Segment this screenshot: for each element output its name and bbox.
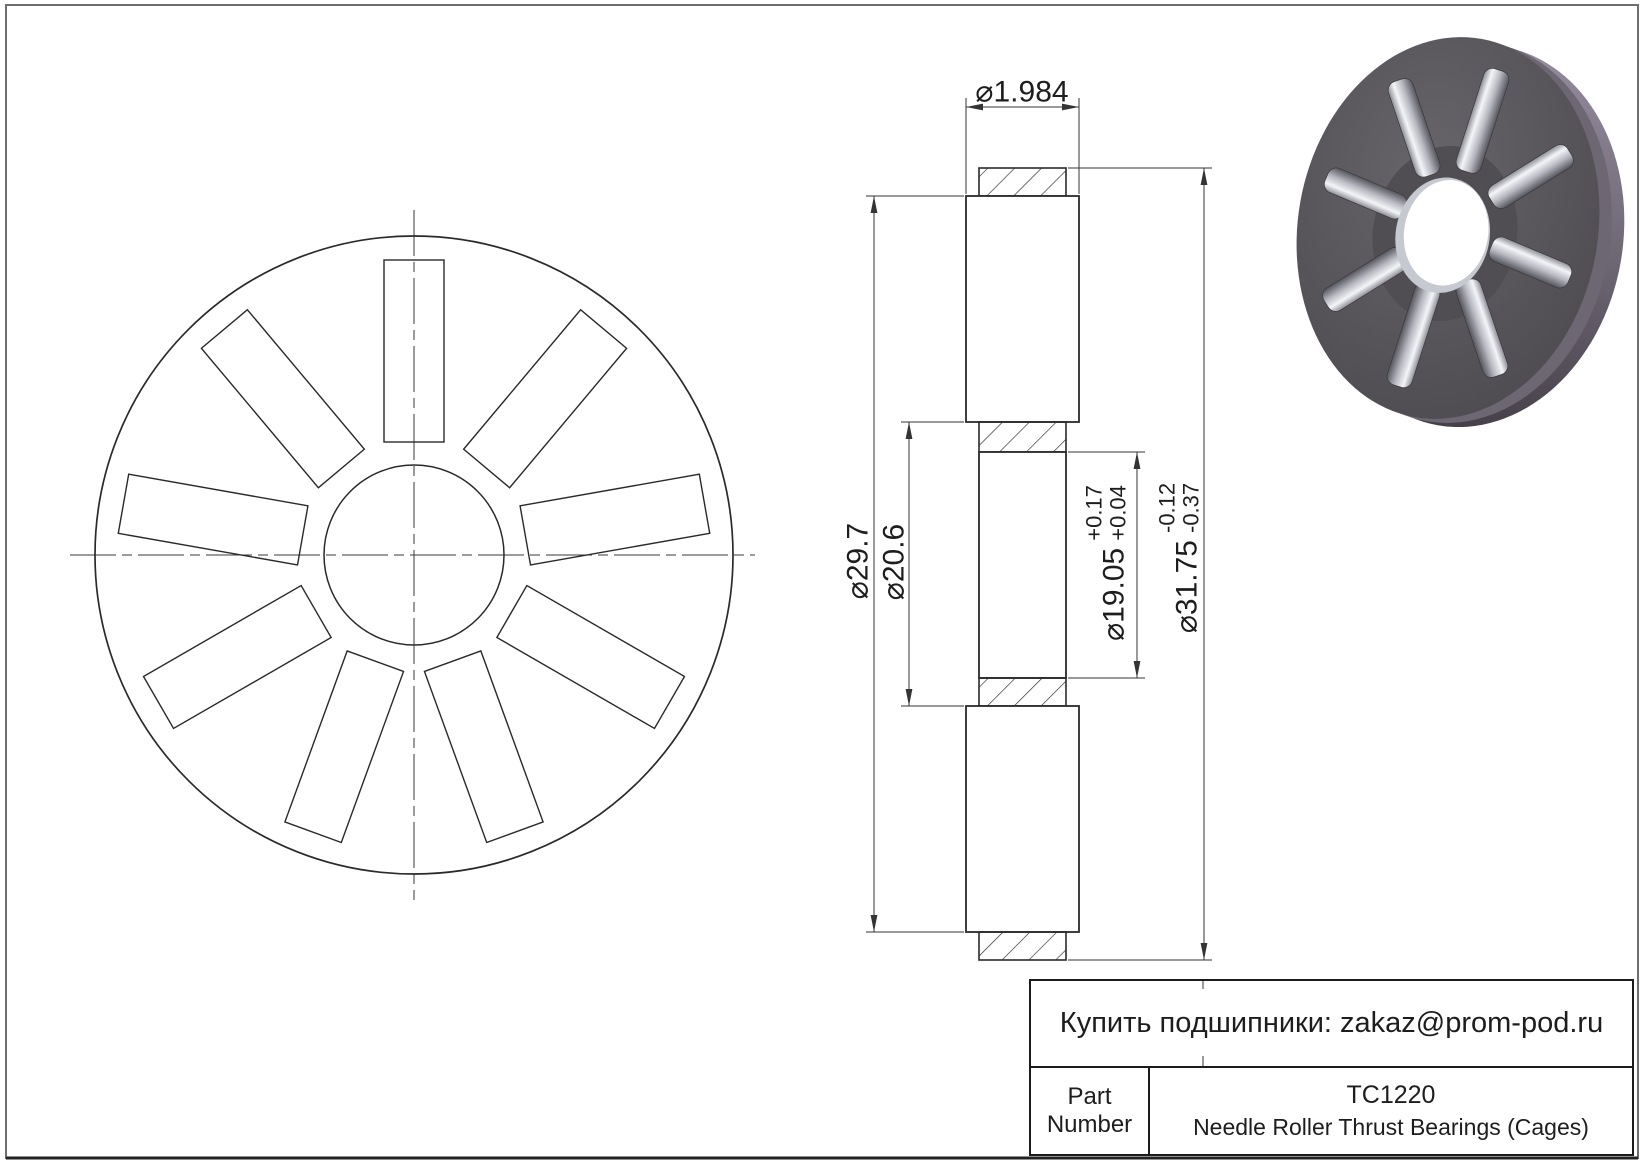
section-washer bbox=[966, 706, 1079, 932]
part-description: Needle Roller Thrust Bearings (Cages) bbox=[1193, 1114, 1589, 1140]
title-block-contact-cell bbox=[1031, 981, 1632, 1068]
roller-pocket bbox=[464, 310, 627, 488]
dim-cage-od-label bbox=[842, 523, 874, 599]
section-roller-hatched bbox=[979, 168, 1066, 196]
part-number-value-cell bbox=[1150, 1068, 1632, 1154]
part-label-line2: Number bbox=[1046, 1111, 1133, 1138]
section-washer bbox=[979, 452, 1066, 678]
roller-pocket bbox=[118, 474, 308, 565]
dim-od-label bbox=[1155, 483, 1203, 633]
contact-text: Купить подшипники: zakaz@prom-pod.ru bbox=[1059, 1007, 1604, 1039]
dim-bore-label bbox=[1082, 485, 1130, 641]
roller-pocket bbox=[144, 586, 332, 729]
section-roller-hatched bbox=[979, 932, 1066, 960]
roller-pocket bbox=[201, 310, 364, 488]
dim-bore-tol-upper: +0.17 bbox=[1081, 485, 1107, 541]
roller-pocket bbox=[520, 474, 710, 565]
dim-bore-tol-lower: +0.04 bbox=[1105, 485, 1130, 541]
front-view bbox=[70, 210, 755, 900]
dim-cage-id-label bbox=[878, 524, 910, 600]
dim-od-tolerance bbox=[1155, 483, 1203, 533]
dim-cage-od-value: ⌀29.7 bbox=[841, 522, 875, 600]
dim-roller-width-value: ⌀1.984 bbox=[975, 75, 1069, 109]
part-label-line1: Part bbox=[1067, 1083, 1112, 1111]
title-block bbox=[1029, 979, 1634, 1156]
part-number-label-cell bbox=[1031, 1068, 1150, 1154]
section-roller-hatched bbox=[979, 422, 1066, 452]
section-roller-hatched bbox=[979, 678, 1066, 706]
dim-bore-tolerance bbox=[1082, 485, 1130, 541]
roller-pocket bbox=[424, 651, 543, 843]
title-block-part-row bbox=[1031, 1068, 1632, 1154]
dim-od-tol-lower: -0.37 bbox=[1178, 482, 1203, 534]
dim-od-value: ⌀31.75 bbox=[1170, 540, 1204, 634]
part-number: TC1220 bbox=[1346, 1081, 1436, 1109]
dim-roller-width-label bbox=[975, 76, 1068, 108]
roller-pocket bbox=[285, 651, 404, 843]
dim-bore-value: ⌀19.05 bbox=[1097, 547, 1131, 641]
dim-cage-id-value: ⌀20.6 bbox=[877, 523, 911, 601]
section-washer bbox=[966, 196, 1079, 422]
roller-pocket bbox=[497, 586, 685, 729]
dim-od-tol-upper: -0.12 bbox=[1154, 482, 1180, 534]
iso-3d-view bbox=[1266, 13, 1647, 452]
side-section-view bbox=[966, 168, 1079, 960]
